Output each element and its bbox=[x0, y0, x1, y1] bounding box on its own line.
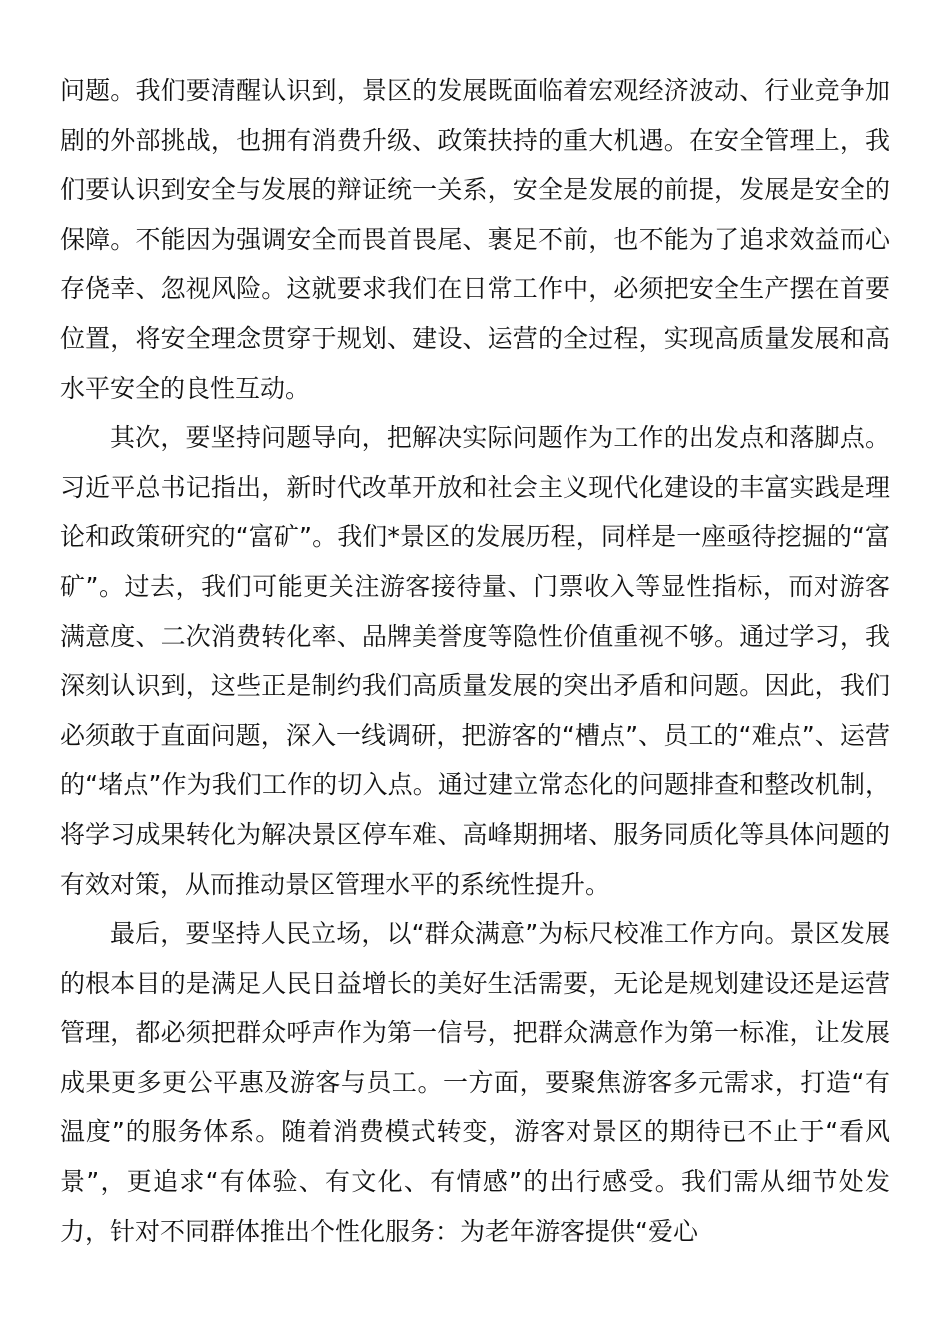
paragraph-2: 其次，要坚持问题导向，把解决实际问题作为工作的出发点和落脚点。习近平总书记指出，新时代改革开放和社会主义现代化建设的丰富实践是理论和政策研究的“富矿”。我们*景区的发展历程，同样是一座亟待挖掘的“富矿”。过去，我们可能更关注游客接待量、门票收入等显性指标，而对游客满意度、二次消费转化率、品牌美誉度等隐性价值重视不够。通过学习，我深刻认识到，这些正是制约我们高质量发展的突出矛盾和问题。因此，我们必须敢于直面问题，深入一线调研，把游客的“槽点”、员工的“难点”、运营的“堵点”作为我们工作的切入点。通过建立常态化的问题排查和整改机制，将学习成果转化为解决景区停车难、高峰期拥堵、服务同质化等具体问题的有效对策，从而推动景区管理水平的系统性提升。 bbox=[60, 423, 890, 899]
document-body bbox=[60, 66, 890, 1256]
paragraph-3: 最后，要坚持人民立场，以“群众满意”为标尺校准工作方向。景区发展的根本目的是满足人民日益增长的美好生活需要，无论是规划建设还是运营管理，都必须把群众呼声作为第一信号，把群众满意作为第一标准，让发展成果更多更公平惠及游客与员工。一方面，要聚焦游客多元需求，打造“有温度”的服务体系。随着消费模式转变，游客对景区的期待已不止于“看风景”，更追求“有体验、有文化、有情感”的出行感受。我们需从细节处发力，针对不同群体推出个性化服务：为老年游客提供“爱心 bbox=[60, 919, 890, 1246]
paragraph-1: 问题。我们要清醒认识到，景区的发展既面临着宏观经济波动、行业竞争加剧的外部挑战，也拥有消费升级、政策扶持的重大机遇。在安全管理上，我们要认识到安全与发展的辩证统一关系，安全是发展的前提，发展是安全的保障。不能因为强调安全而畏首畏尾、裹足不前，也不能为了追求效益而心存侥幸、忽视风险。这就要求我们在日常工作中，必须把安全生产摆在首要位置，将安全理念贯穿于规划、建设、运营的全过程，实现高质量发展和高水平安全的良性互动。 bbox=[60, 76, 890, 403]
